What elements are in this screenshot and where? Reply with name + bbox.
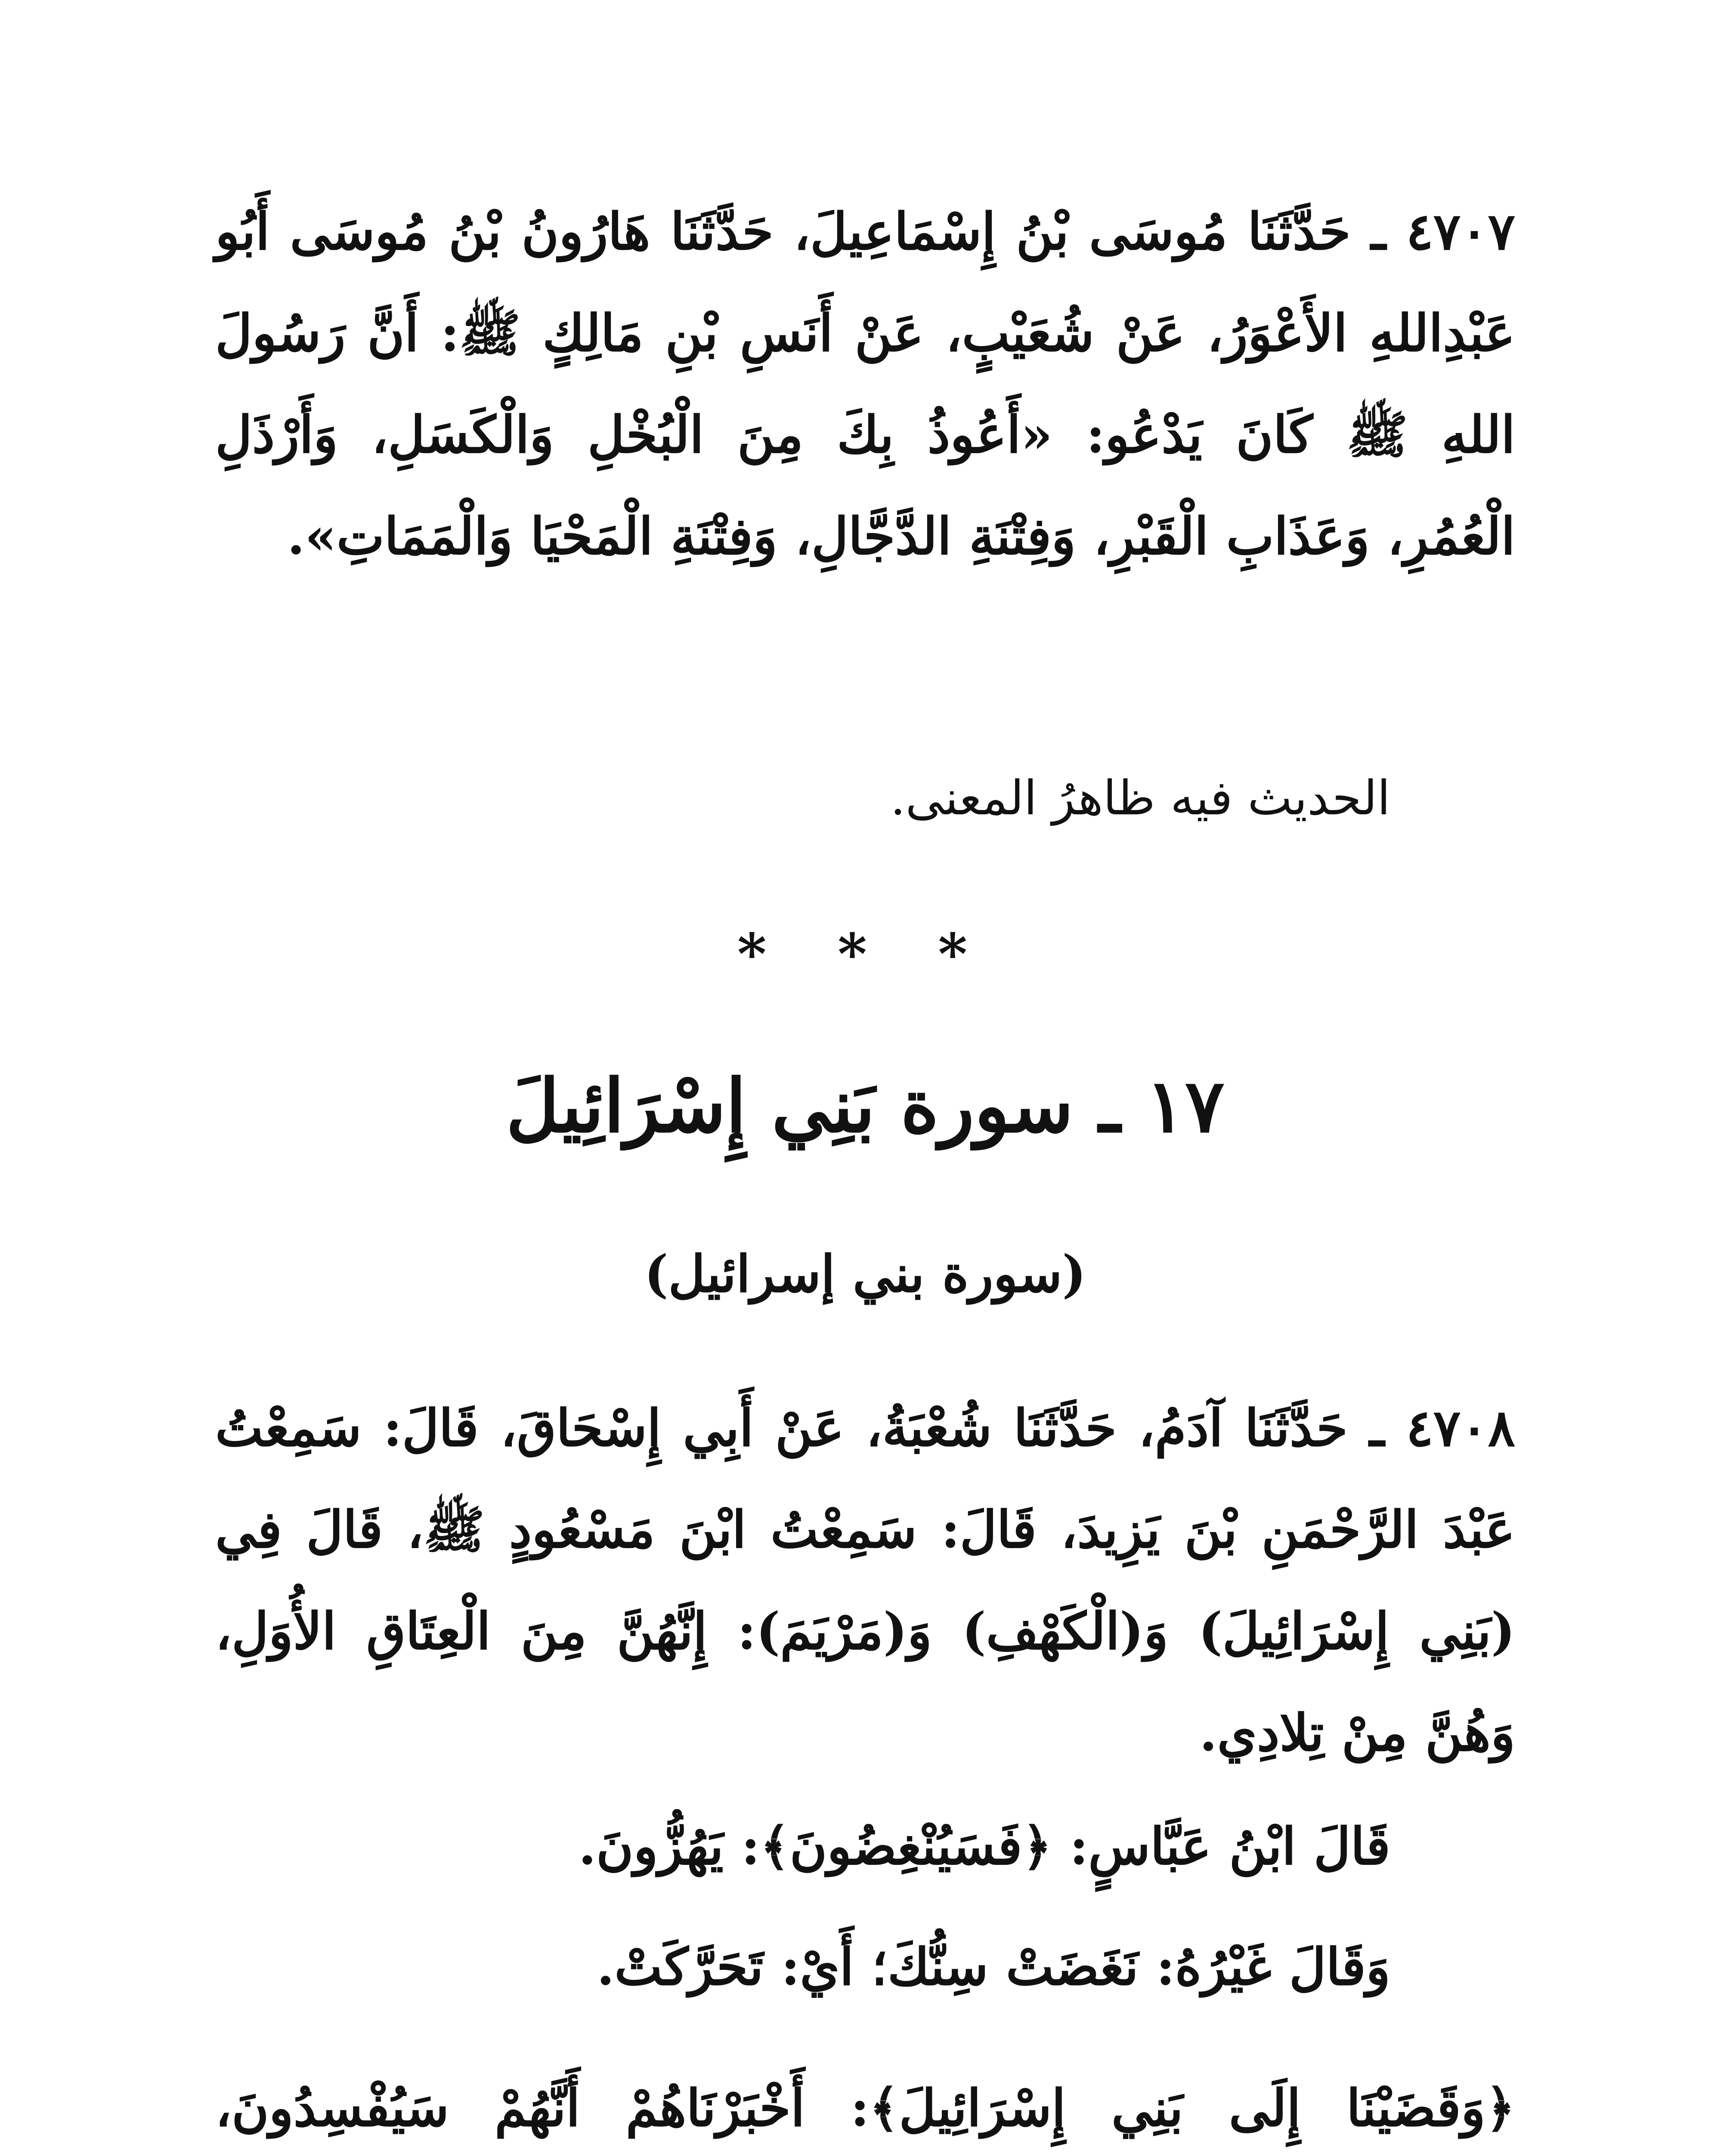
hadith-4707 [215, 181, 1515, 587]
hadith-4708-text: ٤٧٠٨ ـ حَدَّثَنَا آدَمُ، حَدَّثَنَا شُعْبَةُ، عَنْ أَبِي إِسْحَاقَ، قَالَ: سَمِعْتُ عَبْدَ الرَّحْمَنِ بْنَ يَزِيدَ، قَالَ: سَمِعْتُ ابْنَ مَسْعُودٍ ﷺ، قَالَ فِي (بَنِي إِسْرَائِيلَ) وَ(الْكَهْفِ) وَ(مَرْيَمَ): إِنَّهُنَّ مِنَ الْعِتَاقِ الأُوَلِ، وَهُنَّ مِنْ تِلادِي. [215, 1398, 1515, 1762]
surah-subheading: (سورة بني إسرائيل) [644, 1244, 1086, 1304]
ibn-abbas-line: قَالَ ابْنُ عَبَّاسٍ: ﴿فَسَيُنْغِضُونَ﴾: يَهُزُّونَ. [578, 1816, 1390, 1876]
section-separator: * * * [737, 921, 993, 987]
book-page [215, 181, 1515, 2152]
tafsir-paragraph [215, 2057, 1515, 2152]
surah-heading: ١٧ ـ سورة بَنِي إِسْرَائِيلَ [506, 1063, 1225, 1149]
hadith-4708 [215, 1377, 1515, 1784]
hadith-4707-text: ٤٧٠٧ ـ حَدَّثَنَا مُوسَى بْنُ إِسْمَاعِيلَ، حَدَّثَنَا هَارُونُ بْنُ مُوسَى أَبُو عَبْدِاللهِ الأَعْوَرُ، عَنْ شُعَيْبٍ، عَنْ أَنَسِ بْنِ مَالِكٍ ﷺ: أَنَّ رَسُولَ اللهِ ﷺ كَانَ يَدْعُو: «أَعُوذُ بِكَ مِنَ الْبُخْلِ وَالْكَسَلِ، وَأَرْذَلِ الْعُمُرِ، وَعَذَابِ الْقَبْرِ، وَفِتْنَةِ الدَّجَّالِ، وَفِتْنَةِ الْمَحْيَا وَالْمَمَاتِ». [215, 201, 1515, 566]
commentary-note: الحديث فيه ظاهرُ المعنى. [890, 770, 1390, 826]
tafsir-text: ﴿وَقَضَيْنَا إِلَى بَنِي إِسْرَائِيلَ﴾: أَخْبَرْنَاهُمْ أَنَّهُمْ سَيُفْسِدُونَ، [215, 2078, 1515, 2138]
ghairuh-line: وَقَالَ غَيْرُهُ: نَغَضَتْ سِنُّكَ؛ أَيْ: تَحَرَّكَتْ. [597, 1937, 1390, 1997]
